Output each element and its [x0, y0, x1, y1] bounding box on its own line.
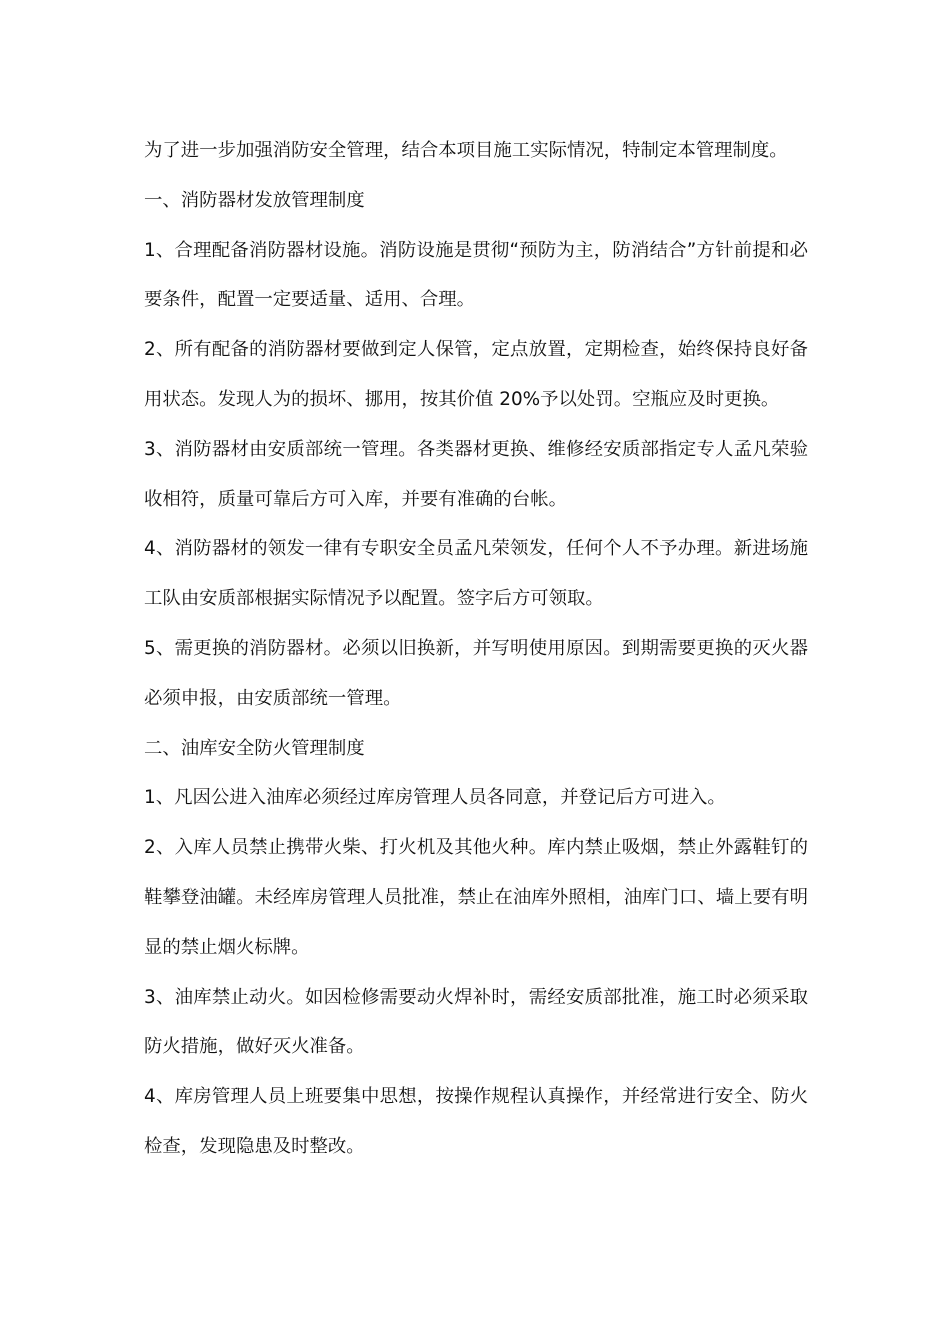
paragraph-item-2: 2、所有配备的消防器材要做到定人保管，定点放置，定期检查，始终保持良好备用状态。发现人为的损坏、挪用，按其价值 20%予以处罚。空瓶应及时更换。	[144, 339, 808, 410]
section-heading-fire-equipment: 一、消防器材发放管理制度	[144, 189, 365, 211]
paragraph-item-3: 3、消防器材由安质部统一管理。各类器材更换、维修经安质部指定专人孟凡荣验收相符，质量可靠后方可入库，并要有准确的台帐。	[144, 438, 808, 510]
paragraph-item-4: 4、消防器材的领发一律有专职安全员孟凡荣领发，任何个人不予办理。新进场施工队由安质部根据实际情况予以配置。签字后方可领取。	[144, 538, 808, 610]
paragraph-item-1: 1、合理配备消防器材设施。消防设施是贯彻“预防为主，防消结合”方针前提和必要条件，配置一定要适量、适用、合理。	[144, 239, 808, 311]
paragraph-oil-item-3: 3、油库禁止动火。如因检修需要动火焊补时，需经安质部批准，施工时必须采取防火措施，做好灭火准备。	[144, 986, 808, 1058]
section-heading-oil-depot: 二、油库安全防火管理制度	[144, 737, 365, 759]
paragraph-oil-item-2: 2、入库人员禁止携带火柴、打火机及其他火种。库内禁止吸烟，禁止外露鞋钉的鞋攀登油罐。未经库房管理人员批准，禁止在油库外照相，油库门口、墙上要有明显的禁止烟火标牌。	[144, 837, 808, 958]
intro-paragraph: 为了进一步加强消防安全管理，结合本项目施工实际情况，特制定本管理制度。	[144, 140, 788, 161]
paragraph-oil-item-4: 4、库房管理人员上班要集中思想，按操作规程认真操作，并经常进行安全、防火检查，发现隐患及时整改。	[144, 1086, 808, 1157]
paragraph-oil-item-1: 1、凡因公进入油库必须经过库房管理人员各同意，并登记后方可进入。	[144, 787, 726, 809]
document-body	[144, 126, 808, 1172]
paragraph-item-5: 5、需更换的消防器材。必须以旧换新，并写明使用原因。到期需要更换的灭火器必须申报，由安质部统一管理。	[144, 637, 808, 709]
